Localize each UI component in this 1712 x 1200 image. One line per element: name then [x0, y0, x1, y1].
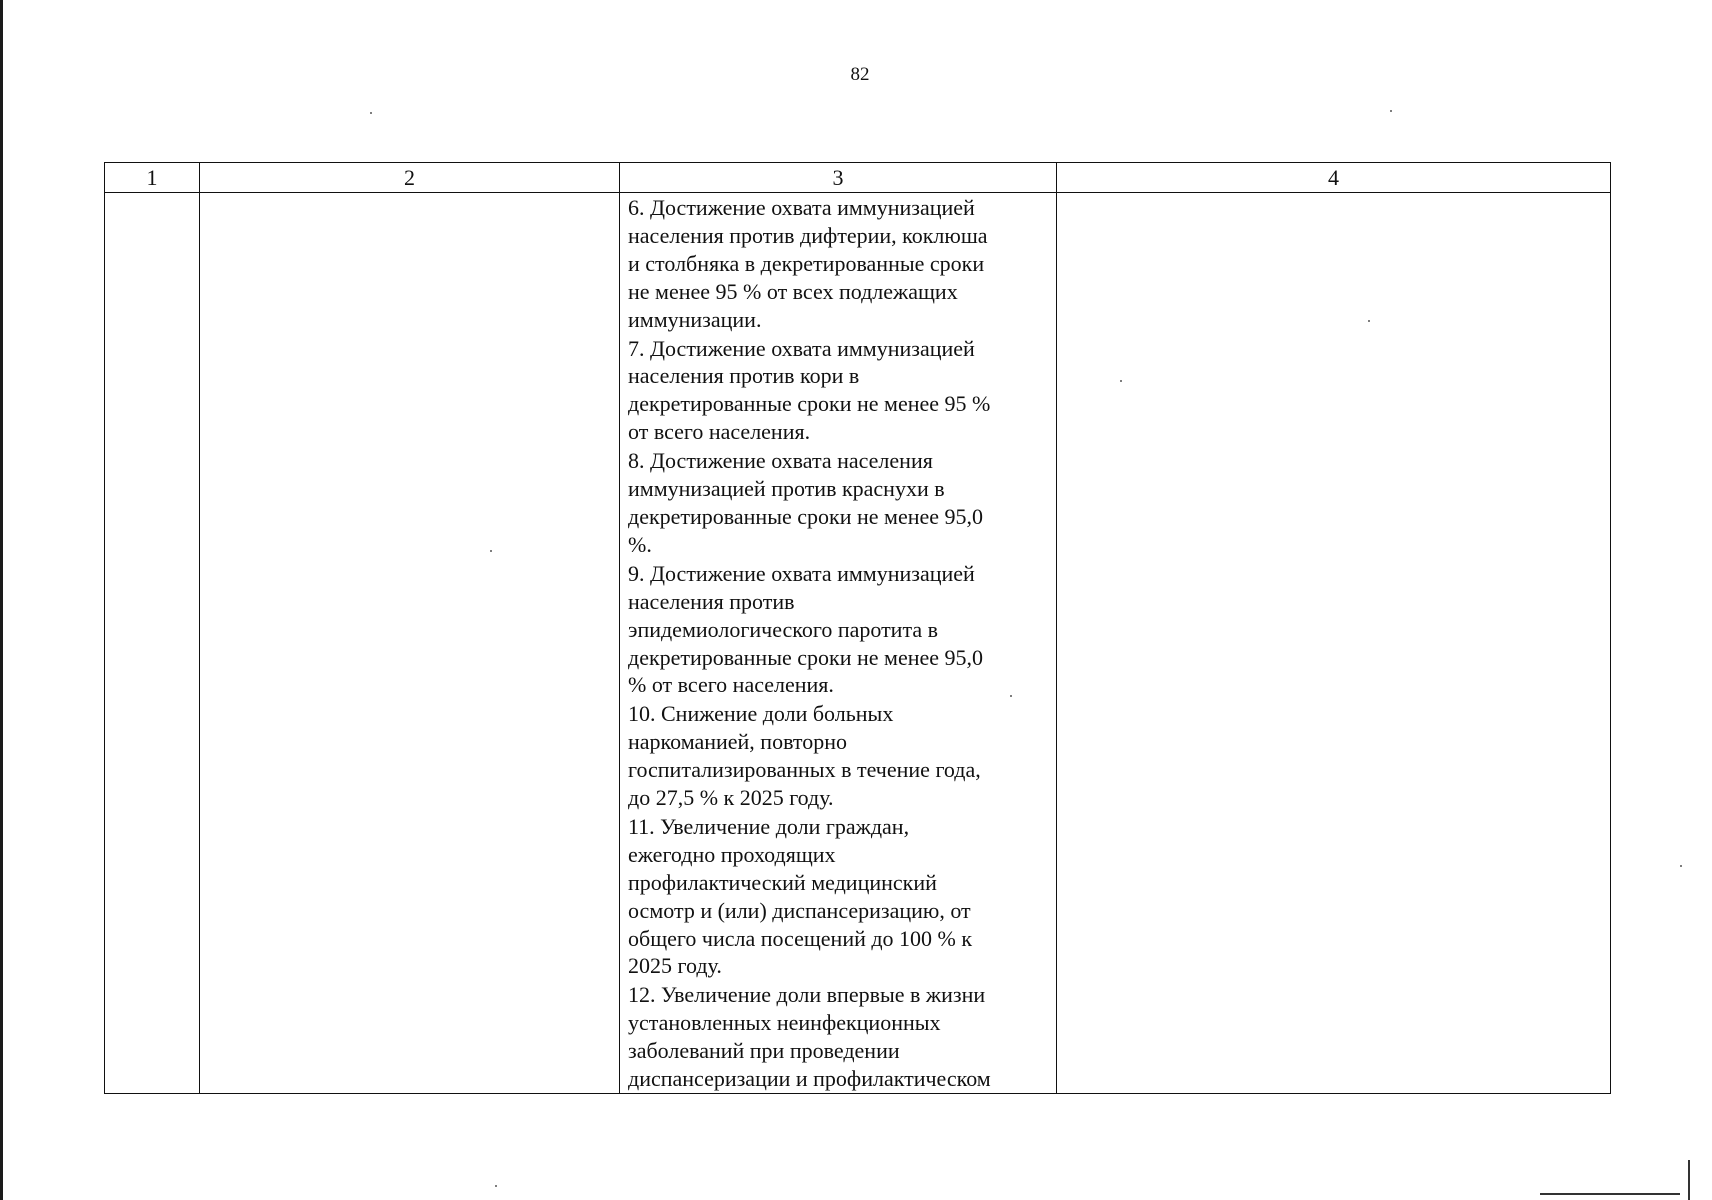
column-header-3: 3	[620, 163, 1057, 193]
document-table	[104, 162, 1611, 1094]
cell-col1	[105, 193, 200, 1094]
indicator-item-7: 7. Достижение охвата иммунизацией населения против кори в декретированные сроки не менее 95 % от всего населения.	[628, 335, 991, 445]
scan-speck	[370, 112, 372, 114]
cell-col4	[1057, 193, 1611, 1094]
indicator-item-11: 11. Увеличение доли граждан, ежегодно проходящих профилактический медицинский осмотр и (или) диспансеризацию, от общего числа посещений до 100 % к 2025 году.	[628, 813, 973, 979]
scan-speck	[1680, 865, 1682, 867]
scan-speck	[1390, 110, 1392, 112]
indicator-item-6: 6. Достижение охвата иммунизацией населения против дифтерии, коклюша и столбняка в декретированные сроки не менее 95 % от всех подлежащих иммунизации.	[628, 195, 988, 332]
column-header-1: 1	[105, 163, 200, 193]
column-header-4: 4	[1057, 163, 1611, 193]
scan-edge-bottom	[1540, 1193, 1680, 1195]
indicator-item-9: 9. Достижение охвата иммунизацией населения против эпидемиологического паротита в декретированные сроки не менее 95,0 % от всего населения.	[628, 560, 984, 698]
scan-edge-left	[0, 0, 3, 1200]
cell-col2	[200, 193, 620, 1094]
indicator-item-8: 8. Достижение охвата населения иммунизацией против краснухи в декретированные сроки не менее 95,0 %.	[628, 448, 984, 557]
column-header-2: 2	[200, 163, 620, 193]
table-header-row	[105, 163, 1611, 193]
indicator-item-10: 10. Снижение доли больных наркоманией, повторно госпитализированных в течение года, до 27,5 % к 2025 году.	[628, 701, 981, 811]
scan-edge-right	[1688, 1160, 1690, 1200]
indicator-item-12: 12. Увеличение доли впервые в жизни установленных неинфекционных заболеваний при проведении диспансеризации и профилактическом	[628, 982, 991, 1092]
table-row	[105, 193, 1611, 1094]
cell-col3	[620, 193, 1057, 1094]
page-number: 82	[850, 64, 870, 85]
scan-speck	[495, 1185, 497, 1187]
